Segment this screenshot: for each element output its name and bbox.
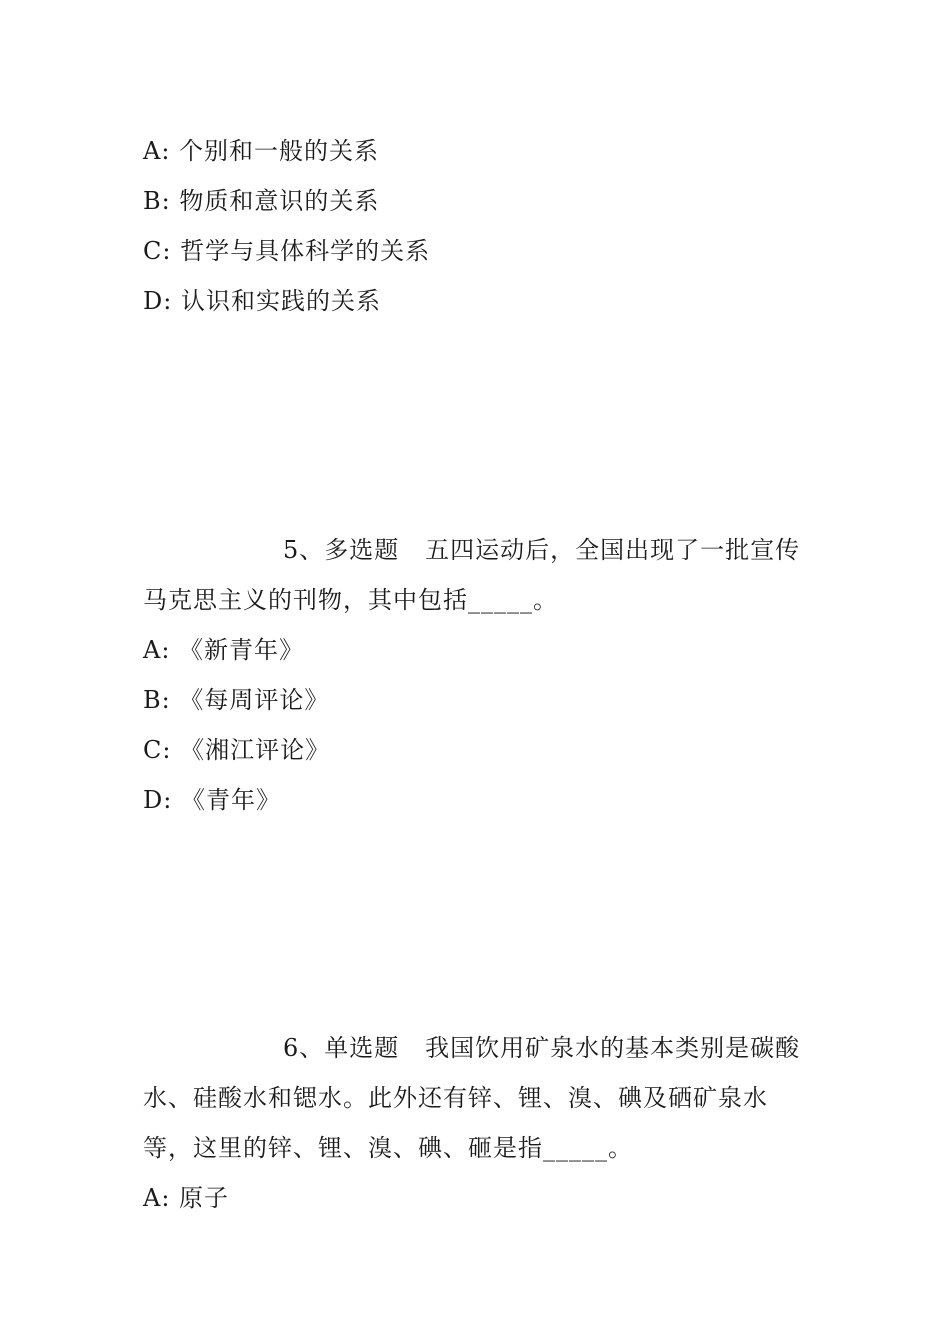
q6-stem-line-3: 等，这里的锌、锂、溴、碘、砸是指_____。 [143, 1134, 633, 1162]
q5-option-a: A: 《新青年》 [143, 636, 305, 664]
q4-option-c: C: 哲学与具体科学的关系 [143, 237, 431, 265]
q4-option-b: B: 物质和意识的关系 [143, 187, 380, 215]
q5-stem-line-2: 马克思主义的刊物，其中包括_____。 [143, 586, 558, 614]
q4-option-d: D: 认识和实践的关系 [143, 287, 381, 315]
q6-stem-line-2: 水、硅酸水和锶水。此外还有锌、锂、溴、碘及硒矿泉水 [143, 1084, 768, 1112]
q6-stem-line-1: 6、单选题 我国饮用矿泉水的基本类别是碳酸 [283, 1034, 801, 1062]
q5-option-b: B: 《每周评论》 [143, 686, 330, 714]
q5-option-c: C: 《湘江评论》 [143, 736, 331, 764]
q6-option-a: A: 原子 [143, 1184, 230, 1212]
q5-option-d: D: 《青年》 [143, 786, 281, 814]
q4-option-a: A: 个别和一般的关系 [143, 137, 380, 165]
q5-stem-line-1: 5、多选题 五四运动后，全国出现了一批宣传 [283, 536, 801, 564]
